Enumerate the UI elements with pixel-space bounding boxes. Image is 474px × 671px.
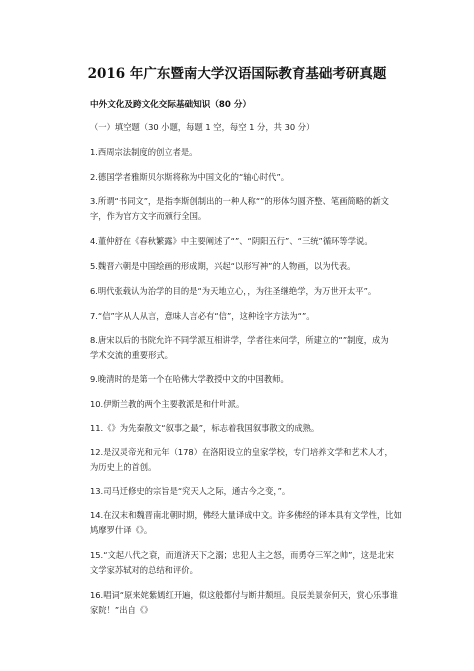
question-7 [90, 309, 390, 324]
question-1 [90, 145, 390, 160]
question-9 [90, 372, 390, 387]
question-line: 字，作为官方文字而颁行全国。 [90, 211, 207, 221]
question-line: 16.唱词“原来姹紫嫣红开遍，似这般都付与断井颓垣。良辰美景奈何天，赏心乐事谁 [90, 590, 398, 600]
question-line: 学术交流的重要形式。 [90, 350, 173, 360]
document-title: 2016 年广东暨南大学汉语国际教育基础考研真题 [87, 66, 387, 82]
question-15 [90, 548, 394, 578]
question-line: 6.明代张载认为治学的目的是“为天地立心，，为往圣继绝学，为万世开太平”。 [90, 286, 377, 296]
section-heading: 中外文化及跨文化交际基础知识（80 分） [90, 100, 252, 110]
question-8 [90, 333, 390, 363]
question-4 [90, 234, 390, 249]
question-line: 家院！”出自《》 [90, 605, 153, 615]
question-line: 鸠摩罗什译《》。 [90, 525, 153, 535]
question-6 [90, 284, 390, 299]
question-line: 12.是汉灵帝光和元年（178）在洛阳设立的皇家学校，专门培养文学和艺术人才， [90, 447, 393, 457]
question-line: 文学家苏轼对的总结和评价。 [90, 565, 198, 575]
question-line: 14.在汉末和魏晋南北朝时期，佛经大量译成中文。许多佛经的译本具有文学性，比如 [90, 510, 402, 520]
question-10 [90, 397, 390, 412]
question-line: 1.西周宗法制度的创立者是。 [90, 147, 198, 157]
question-12 [90, 445, 393, 475]
question-line: 13.司马迁修史的宗旨是“究天人之际，通古今之变，”。 [90, 486, 291, 496]
question-11 [90, 421, 390, 436]
question-line: 8.唐宋以后的书院允许不同学派互相讲学，学者往来问学，所建立的“”制度，成为 [90, 335, 389, 345]
question-line: 7.“信”字从人从言，意味人言必有“信”，这种诠字方法为“”。 [90, 311, 315, 321]
subsection-heading: （一）填空题（30 小题，每题 1 空，每空 1 分，共 30 分） [90, 122, 315, 132]
question-5 [90, 259, 390, 274]
question-line: 9.晚清时的是第一个在哈佛大学教授中文的中国教师。 [90, 374, 289, 384]
question-13 [90, 484, 390, 499]
question-line: 5.魏晋六朝是中国绘画的形成期，兴起“以形写神”的人物画，以为代表。 [90, 261, 356, 271]
question-14 [90, 508, 402, 538]
question-line: 11.《》为先秦散文“叙事之最”，标志着我国叙事散文的成熟。 [90, 423, 320, 433]
question-line: 为历史上的首创。 [90, 462, 157, 472]
question-16 [90, 588, 398, 618]
question-line: 10.伊斯兰教的两个主要教派是和什叶派。 [90, 399, 245, 409]
question-line: 2.德国学者雅斯贝尔斯将称为中国文化的“轴心时代”。 [90, 172, 290, 182]
question-line: 15.“文起八代之衰，而道济天下之溺；忠犯人主之怒，而勇夺三军之帅”，这是北宋 [90, 550, 394, 560]
question-line: 4.董仲舒在《春秋繁露》中主要阐述了“”、“阴阳五行”、“三统”循环等学说。 [90, 236, 373, 246]
question-line: 3.所谓“书同文”，是指李斯创制出的一种人称“”的形体匀圆齐整、笔画简略的新文 [90, 196, 389, 206]
question-3 [90, 194, 390, 224]
question-2 [90, 170, 390, 185]
